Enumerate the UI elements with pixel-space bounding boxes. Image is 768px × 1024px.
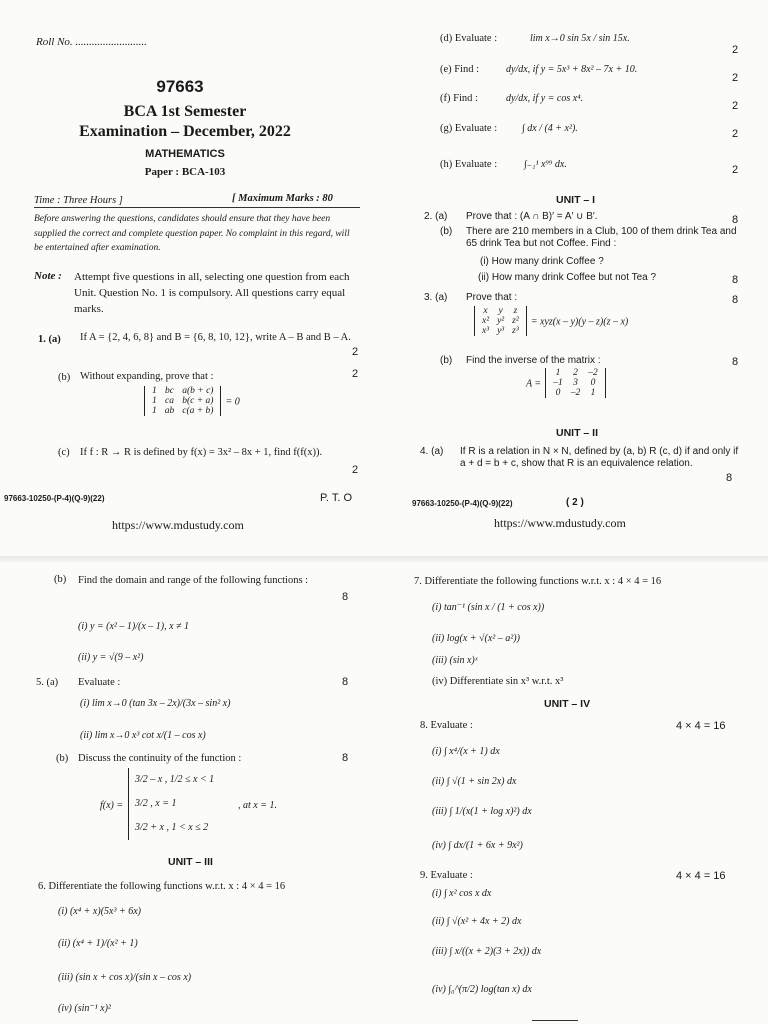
q3b-matrix-cell: –2 [570, 388, 581, 398]
q5a-i: (i) lim x→0 (tan 3x – 2x)/(3x – sin² x) [80, 698, 231, 709]
q1b-matrix-cell: a(b + c) [182, 386, 214, 396]
q2b-marks: 8 [732, 274, 739, 286]
header-rule [34, 207, 360, 208]
q3a-matrix-cell: y [498, 306, 503, 316]
paper-label: Paper : BCA-103 [144, 166, 226, 178]
q1a-marks: 2 [352, 346, 359, 358]
q3a-matrix-cell: z [513, 306, 518, 316]
q8-text: 8. Evaluate : [420, 720, 473, 731]
q7-ii: (ii) log(x + √(x² – a²)) [432, 633, 520, 644]
q3b-matrix-cell: 2 [573, 368, 578, 378]
end-rule [532, 1020, 578, 1021]
q6-text: 6. Differentiate the following functions w.r.t. x : 4 × 4 = 16 [38, 881, 286, 892]
q1b-matrix-row [148, 386, 217, 396]
q2b-i: (i) How many drink Coffee ? [480, 256, 604, 267]
site-url-p1[interactable]: https://www.mdustudy.com [112, 518, 244, 532]
q1f-marks: 2 [732, 100, 739, 112]
q1b-text: Without expanding, prove that : [80, 371, 214, 382]
q3a-matrix-row [478, 306, 523, 316]
q1h-label: (h) Evaluate : [440, 159, 498, 170]
q6-iii: (iii) (sin x + cos x)/(sin x – cos x) [58, 972, 192, 983]
q3b-matrix-cell: 1 [555, 368, 561, 378]
q1b-matrix-cell: 1 [152, 406, 157, 416]
q1a-text: If A = {2, 4, 6, 8} and B = {6, 8, 10, 12}, write A – B and B – A. [80, 332, 351, 343]
q1g-expr: ∫ dx / (4 + x²). [522, 123, 578, 134]
q3b-matrix-row [549, 388, 602, 398]
site-url-p2[interactable]: https://www.mdustudy.com [494, 516, 626, 530]
q2a-marks: 8 [732, 214, 739, 226]
exam-title: Examination – December, 2022 [79, 123, 291, 140]
q3b-matrix-cell: 0 [555, 388, 561, 398]
q9-i: (i) ∫ x² cos x dx [432, 888, 492, 899]
q9-marks: 4 × 4 = 16 [676, 870, 726, 882]
q4b-label: (b) [54, 574, 67, 585]
q9-iv: (iv) ∫₀^(π/2) log(tan x) dx [432, 984, 532, 995]
q1b-label: (b) [58, 372, 71, 383]
q5a-ii: (ii) lim x→0 x³ cot x/(1 – cos x) [80, 730, 206, 741]
unit-1-heading: UNIT – I [556, 194, 596, 206]
q7-iii: (iii) (sin x)ˣ [432, 655, 478, 666]
q1d-expr: lim x→0 sin 5x / sin 15x. [530, 33, 630, 44]
q1e-expr: dy/dx, if y = 5x³ + 8x² – 7x + 10. [506, 64, 638, 75]
q7-iv: (iv) Differentiate sin x³ w.r.t. x³ [432, 676, 564, 687]
q5b-text: Discuss the continuity of the function : [78, 753, 242, 764]
q3b-label: (b) [440, 355, 453, 366]
subject-title: MATHEMATICS [145, 148, 225, 160]
footer-pto: P. T. O [320, 492, 353, 504]
q2b-label: (b) [440, 226, 453, 237]
q3a-marks: 8 [732, 294, 739, 306]
q3b-matrix-cell: 3 [573, 378, 578, 388]
q5a-text: Evaluate : [78, 677, 121, 688]
q3a-label: 3. (a) [424, 292, 448, 303]
q9-iii: (iii) ∫ x/((x + 2)(3 + 2x)) dx [432, 946, 542, 957]
q1b-rhs: = 0 [225, 396, 240, 408]
q1h-marks: 2 [732, 164, 739, 176]
q4a-label: 4. (a) [420, 446, 444, 457]
q9-ii: (ii) ∫ √(x² + 4x + 2) dx [432, 916, 522, 927]
q1b-matrix-cell: b(c + a) [182, 396, 214, 406]
q3a-matrix-cell: x [483, 306, 488, 316]
q5b-f: f(x) = [100, 800, 124, 811]
q1e-label: (e) Find : [440, 64, 480, 75]
q3a-matrix-cell: y² [497, 316, 505, 326]
q1e-marks: 2 [732, 72, 739, 84]
q2a-label: 2. (a) [424, 211, 448, 222]
time-label: Time : Three Hours ] [34, 195, 123, 206]
q2b-text: There are 210 members in a Club, 100 of them drink Tea and 65 drink Tea but not Coffee. Find : [466, 226, 737, 249]
q6-ii: (ii) (x⁴ + 1)/(x² + 1) [58, 938, 138, 949]
q5a-marks: 8 [342, 676, 349, 688]
q1b-determinant [144, 386, 240, 416]
q4b-ii: (ii) y = √(9 – x²) [78, 652, 144, 663]
max-marks-label: [ Maximum Marks : 80 [232, 193, 333, 204]
q1b-matrix-cell: c(a + b) [182, 406, 214, 416]
q1a-label: 1. (a) [38, 334, 61, 345]
q1b-matrix-cell: 1 [152, 396, 157, 406]
note-label: Note : [34, 270, 62, 282]
footer-code-p1: 97663-10250-(P-4)(Q-9)(22) [4, 494, 105, 503]
q3a-matrix-cell: z³ [512, 326, 519, 336]
q7-text: 7. Differentiate the following functions w.r.t. x : 4 × 4 = 16 [414, 576, 662, 587]
q2a-text: Prove that : (A ∩ B)′ = A′ ∪ B′. [466, 211, 598, 222]
q3a-matrix-cell: x² [482, 316, 490, 326]
q3a-matrix-cell: x³ [482, 326, 490, 336]
q4b-marks: 8 [342, 591, 349, 603]
q1c-label: (c) [58, 447, 70, 458]
q8-marks: 4 × 4 = 16 [676, 720, 726, 732]
instructions: Before answering the questions, candidates should ensure that they have been supplied the correct and complete question paper. No complaint in this regard, will be entertained after examination. [34, 214, 350, 254]
footer-page-number: ( 2 ) [566, 497, 584, 508]
q7-i: (i) tan⁻¹ (sin x / (1 + cos x)) [432, 602, 545, 613]
q3b-matrix-cell: –1 [553, 378, 563, 388]
q1c-marks: 2 [352, 464, 359, 476]
q2b-ii: (ii) How many drink Coffee but not Tea ? [478, 272, 657, 283]
q3a-matrix-row [478, 326, 523, 336]
q3a-text: Prove that : [466, 292, 518, 303]
q1b-marks: 2 [352, 368, 359, 380]
q5b-marks: 8 [342, 752, 349, 764]
q3a-matrix-row [478, 316, 523, 326]
q1d-label: (d) Evaluate : [440, 33, 498, 44]
q5b-case: 3/2 + x , 1 < x ≤ 2 [135, 822, 209, 833]
q1c-text: If f : R → R is defined by f(x) = 3x² – 8x + 1, find f(f(x)). [80, 447, 323, 458]
q5b-label: (b) [56, 753, 69, 764]
q5b-case: 3/2 , x = 1 [135, 798, 177, 809]
q1b-matrix-cell: 1 [152, 386, 157, 396]
q8-iii: (iii) ∫ 1/(x(1 + log x)²) dx [432, 806, 532, 817]
q3b-matrix-cell: –2 [588, 368, 598, 378]
q3b-matrix [526, 368, 606, 398]
q8-i: (i) ∫ x⁴/(x + 1) dx [432, 746, 500, 757]
q6-i: (i) (x⁴ + x)(5x³ + 6x) [58, 906, 141, 917]
q5b-case: 3/2 – x , 1/2 ≤ x < 1 [135, 774, 215, 785]
q4b-i: (i) y = (x² – 1)/(x – 1), x ≠ 1 [78, 621, 190, 632]
q3b-matrix-cell: 0 [590, 378, 596, 388]
q1d-marks: 2 [732, 44, 739, 56]
page-divider [0, 556, 768, 562]
q4b-text: Find the domain and range of the following functions : [78, 575, 309, 586]
q5b-at: , at x = 1. [238, 800, 277, 811]
q1b-matrix-cell: bc [165, 386, 174, 396]
q1h-expr: ∫₋₁¹ x⁹⁹ dx. [524, 159, 567, 170]
q3b-text: Find the inverse of the matrix : [466, 355, 601, 366]
q3a-matrix-cell: y³ [497, 326, 505, 336]
roll-no: Roll No. .......................... [36, 36, 147, 48]
q3b-lhs: A = [526, 378, 542, 390]
course-title: BCA 1st Semester [123, 103, 247, 120]
q3b-marks: 8 [732, 356, 739, 368]
q1b-matrix-cell: ca [165, 396, 174, 406]
q4a-text: If R is a relation in N × N, defined by (a, b) R (c, d) if and only if a + d = b + c, show that R is an equivalence relation. [460, 446, 739, 469]
q4a-marks: 8 [726, 472, 733, 484]
unit-2-heading: UNIT – II [556, 427, 599, 439]
footer-code-p2: 97663-10250-(P-4)(Q-9)(22) [412, 499, 513, 508]
q3a-determinant [474, 306, 628, 336]
unit-4-heading: UNIT – IV [544, 698, 591, 710]
q9-text: 9. Evaluate : [420, 870, 473, 881]
q3b-matrix-cell: 1 [590, 388, 596, 398]
q3a-rhs: = xyz(x – y)(y – z)(z – x) [530, 316, 629, 328]
q1b-matrix-row [148, 396, 217, 406]
q1b-matrix-row [148, 406, 217, 416]
q1f-label: (f) Find : [440, 93, 478, 104]
q3b-matrix-row [549, 378, 602, 388]
unit-3-heading: UNIT – III [168, 856, 213, 868]
note-text: Attempt five questions in all, selecting one question from each Unit. Question No. 1 is compulsory. All questions carry equal marks. [74, 271, 350, 315]
paper-code: 97663 [156, 77, 204, 96]
q5b-piecewise [128, 768, 214, 840]
q6-iv: (iv) (sin⁻¹ x)² [58, 1003, 111, 1014]
q3b-matrix-row [549, 368, 602, 378]
q3a-matrix-cell: z² [512, 316, 519, 326]
q8-iv: (iv) ∫ dx/(1 + 6x + 9x²) [432, 840, 523, 851]
q8-ii: (ii) ∫ √(1 + sin 2x) dx [432, 776, 517, 787]
q1g-label: (g) Evaluate : [440, 123, 498, 134]
q1f-expr: dy/dx, if y = cos x⁴. [506, 93, 584, 104]
q1g-marks: 2 [732, 128, 739, 140]
q5a-label: 5. (a) [36, 677, 59, 688]
q1b-matrix-cell: ab [164, 406, 175, 416]
